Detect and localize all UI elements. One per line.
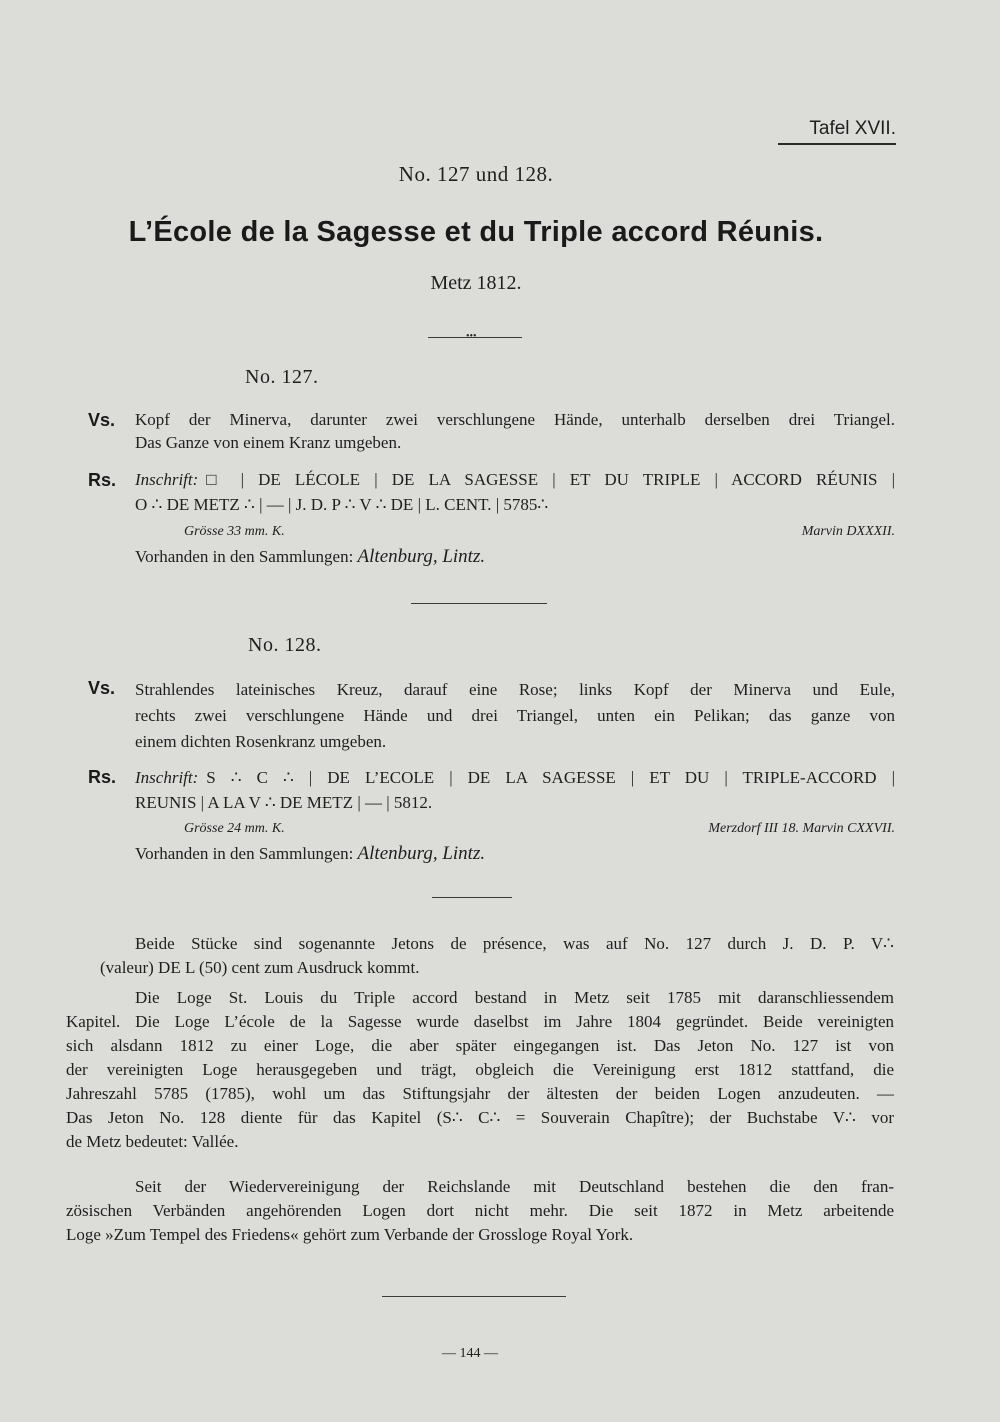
section-divider-2 — [432, 897, 512, 898]
medal-128-reference: Merzdorf III 18. Marvin CXXVII. — [708, 821, 895, 836]
medal-128-obverse-line-1: Strahlendes lateinisches Kreuz, darauf eine Rose; links Kopf der Minerva und Eule, — [135, 680, 895, 699]
medal-127-reverse-line-2: O ∴ DE METZ ∴ | — | J. D. P ∴ V ∴ DE | L. CENT. | 5785∴ — [135, 495, 549, 514]
paragraph-line: de Metz bedeutet: Vallée. — [66, 1132, 239, 1151]
collections-label: Vorhanden in den Sammlungen: — [135, 844, 354, 863]
medal-128-obverse-line-2: rechts zwei verschlungene Hände und drei Triangel, unten ein Pelikan; das ganze von — [135, 706, 895, 725]
inscription-text: □ | DE LÉCOLE | DE LA SAGESSE | ET DU TRIPLE | ACCORD RÉUNIS | — [206, 470, 895, 489]
commentary-paragraph-2 — [66, 986, 894, 1154]
divider-ornament: ••• — [466, 331, 477, 342]
paragraph-line: der vereinigten Loge herausgegeben und trägt, obgleich die Vereinigung erst 1812 stattfand, die — [66, 1060, 894, 1079]
medal-128-number: No. 128. — [248, 634, 322, 656]
obverse-label-128: Vs. — [88, 678, 116, 698]
medal-127-number: No. 127. — [245, 366, 319, 388]
inscription-text: S ∴ C ∴ | DE L’ECOLE | DE LA SAGESSE | ET DU | TRIPLE-ACCORD | — [206, 768, 895, 787]
paragraph-line: Kapitel. Die Loge L’école de la Sagesse wurde daselbst im Jahre 1804 gegründet. Beide vereinigten — [66, 1012, 894, 1031]
commentary-paragraph-1 — [100, 932, 894, 980]
paragraph-line: Die Loge St. Louis du Triple accord bestand in Metz seit 1785 mit daranschliessendem — [135, 988, 894, 1007]
collections-list: Altenburg, Lintz. — [357, 546, 486, 567]
collections-label: Vorhanden in den Sammlungen: — [135, 547, 354, 566]
paragraph-line: (valeur) DE L (50) cent zum Ausdruck kommt. — [100, 958, 420, 977]
page-title: L’École de la Sagesse et du Triple accord Réunis. — [128, 216, 824, 248]
obverse-label-127: Vs. — [88, 410, 116, 430]
paragraph-line: Seit der Wiedervereinigung der Reichslande mit Deutschland bestehen die den fran- — [135, 1177, 894, 1196]
footer-divider — [382, 1296, 566, 1297]
place-date: Metz 1812. — [430, 272, 522, 294]
paragraph-line: Das Jeton No. 128 diente für das Kapitel (S∴ C∴ = Souverain Chapître); der Buchstabe V∴ vor — [66, 1108, 894, 1127]
inscription-label: Inschrift: — [135, 768, 199, 787]
plate-label: Tafel XVII. — [778, 118, 896, 145]
section-divider-1 — [411, 603, 547, 604]
paragraph-line: zösischen Verbänden angehörenden Logen dort nicht mehr. Die seit 1872 in Metz arbeitende — [66, 1201, 894, 1220]
medal-127-obverse-line-2: Das Ganze von einem Kranz umgeben. — [135, 433, 402, 452]
page-number: — 144 — — [442, 1346, 498, 1361]
paragraph-line: Beide Stücke sind sogenannte Jetons de présence, was auf No. 127 durch J. D. P. V∴ — [135, 934, 894, 953]
paragraph-line: Jahreszahl 5785 (1785), wohl um das Stiftungsjahr der ältesten der beiden Logen anzudeuten. — — [66, 1084, 894, 1103]
medal-127-reference: Marvin DXXXII. — [801, 524, 895, 539]
reverse-label-128: Rs. — [88, 767, 117, 787]
inscription-label: Inschrift: — [135, 470, 199, 489]
medal-127-collections — [135, 546, 485, 568]
medal-127-size: Grösse 33 mm. K. — [184, 524, 285, 539]
medal-128-obverse-line-3: einem dichten Rosenkranz umgeben. — [135, 732, 387, 751]
medal-128-size: Grösse 24 mm. K. — [184, 821, 285, 836]
paragraph-line: sich alsdann 1812 zu einer Loge, die aber später eingegangen ist. Das Jeton No. 127 ist von — [66, 1036, 894, 1055]
medal-127-reverse-line-1 — [135, 470, 895, 490]
medal-127-obverse-line-1: Kopf der Minerva, darunter zwei verschlungene Hände, unterhalb derselben drei Triangel. — [135, 410, 895, 429]
paragraph-line: Loge »Zum Tempel des Friedens« gehört zum Verbande der Grossloge Royal York. — [66, 1225, 634, 1244]
medal-128-reverse-line-2: REUNIS | A LA V ∴ DE METZ | — | 5812. — [135, 793, 433, 812]
medal-128-collections — [135, 843, 485, 865]
reverse-label-127: Rs. — [88, 470, 117, 490]
section-heading: No. 127 und 128. — [398, 162, 554, 186]
medal-128-reverse-line-1 — [135, 768, 895, 788]
collections-list: Altenburg, Lintz. — [357, 843, 486, 864]
commentary-paragraph-3 — [66, 1175, 894, 1247]
